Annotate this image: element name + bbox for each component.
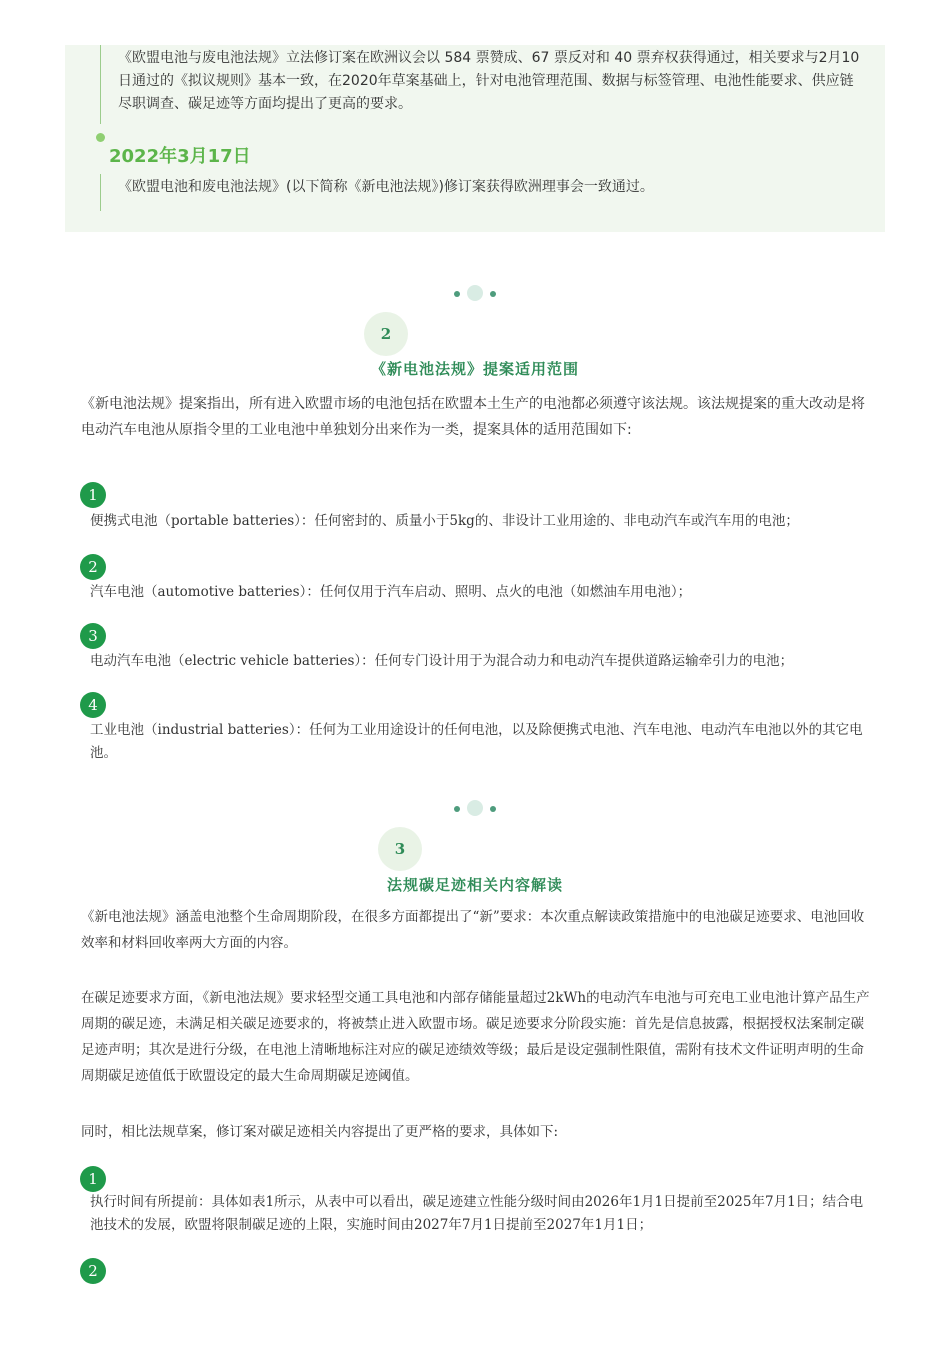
list-number-badge: 1	[80, 1166, 106, 1192]
section-paragraph: 《新电池法规》涵盖电池整个生命周期阶段，在很多方面都提出了“新”要求：本次重点解读政策措施中的电池碳足迹要求、电池回收效率和材料回收率两大方面的内容。	[81, 909, 865, 951]
divider-dot-icon	[490, 291, 496, 297]
divider-dot-icon	[467, 285, 483, 301]
list-item: 工业电池（industrial batteries）：任何为工业用途设计的任何电池，以及除便携式电池、汽车电池、电动汽车电池以外的其它电池。	[90, 722, 863, 761]
timeline-date: 2022年3月17日	[109, 146, 251, 167]
list-number-badge: 1	[80, 482, 106, 508]
section-intro: 《新电池法规》提案指出，所有进入欧盟市场的电池包括在欧盟本土生产的电池都必须遵守该法规。该法规提案的重大改动是将电动汽车电池从原指令里的工业电池中单独划分出来作为一类，提案具体的适用范围如下:	[81, 396, 865, 438]
list-item: 汽车电池（automotive batteries）：任何仅用于汽车启动、照明、点火的电池（如燃油车用电池）；	[90, 584, 692, 600]
timeline-entry-text: 《欧盟电池和废电池法规》(以下简称《新电池法规》)修订案获得欧洲理事会一致通过。	[100, 174, 860, 211]
section-number: 3	[378, 827, 422, 871]
list-item: 电动汽车电池（electric vehicle batteries）：任何专门设计用于为混合动力和电动汽车提供道路运输牵引力的电池；	[90, 653, 794, 669]
timeline-entry-text: 《欧盟电池与废电池法规》立法修订案在欧洲议会以 584 票赞成、67 票反对和 40 票弃权获得通过，相关要求与2月10日通过的《拟议规则》基本一致，在2020年草案基础上，针对电池管理范围、数据与标签管理、电池性能要求、供应链尽职调查、碳足迹等方面均提出了更高的要求。	[100, 45, 860, 124]
list-number-badge: 3	[80, 623, 106, 649]
divider-dot-icon	[454, 806, 460, 812]
section-paragraph: 在碳足迹要求方面，《新电池法规》要求轻型交通工具电池和内部存储能量超过2kWh的电动汽车电池与可充电工业电池计算产品生产周期的碳足迹，未满足相关碳足迹要求的，将被禁止进入欧盟市场。碳足迹要求分阶段实施：首先是信息披露，根据授权法案制定碳足迹声明；其次是进行分级，在电池上清晰地标注对应的碳足迹绩效等级；最后是设定强制性限值，需附有技术文件证明声明的生命周期碳足迹值低于欧盟设定的最大生命周期碳足迹阈值。	[81, 990, 870, 1084]
section-number: 2	[364, 312, 408, 356]
section-divider	[450, 284, 500, 304]
timeline-box	[65, 45, 885, 232]
section-divider	[450, 799, 500, 819]
list-number-badge: 2	[80, 1258, 106, 1284]
list-number-badge: 4	[80, 692, 106, 718]
section-title: 法规碳足迹相关内容解读	[386, 876, 563, 894]
divider-dot-icon	[467, 800, 483, 816]
list-item: 执行时间有所提前：具体如表1所示，从表中可以看出，碳足迹建立性能分级时间由2026年1月1日提前至2025年7月1日；结合电池技术的发展，欧盟将限制碳足迹的上限，实施时间由2027年7月1日提前至2027年1月1日；	[90, 1194, 864, 1233]
list-number-badge: 2	[80, 554, 106, 580]
section-paragraph: 同时，相比法规草案，修订案对碳足迹相关内容提出了更严格的要求，具体如下:	[81, 1124, 559, 1140]
timeline-dot-icon	[96, 133, 105, 142]
divider-dot-icon	[490, 806, 496, 812]
list-item: 便携式电池（portable batteries）：任何密封的、质量小于5kg的、非设计工业用途的、非电动汽车或汽车用的电池；	[90, 513, 799, 529]
divider-dot-icon	[454, 291, 460, 297]
section-title: 《新电池法规》提案适用范围	[370, 360, 579, 378]
